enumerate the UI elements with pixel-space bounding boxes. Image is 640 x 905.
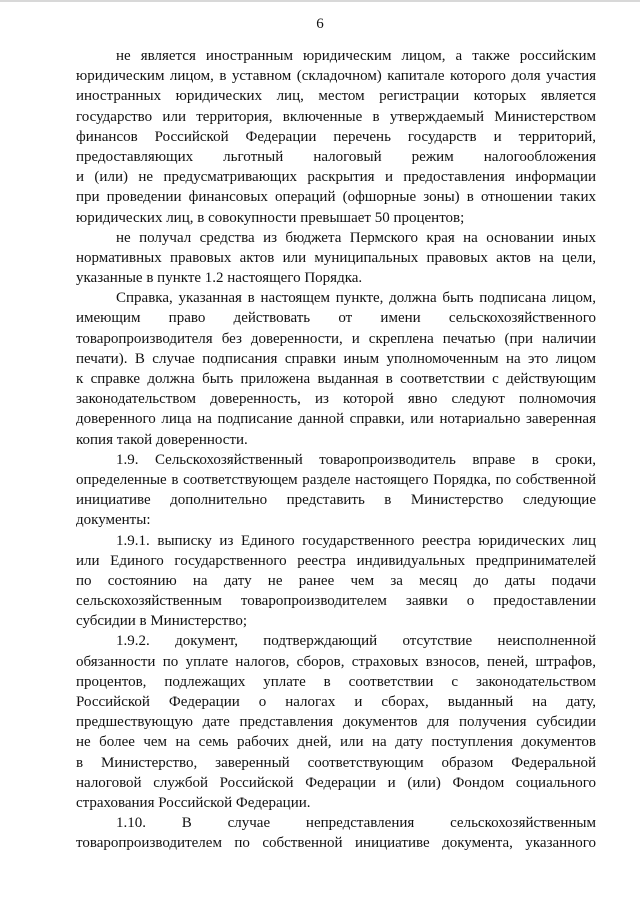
- text-line: налоговой службой Российской Федерации и (или) Фондом социального: [76, 774, 596, 791]
- page-number: 6: [316, 16, 324, 32]
- text-line: процентов, подлежащих уплате в соответствии с законодательством: [76, 673, 596, 690]
- text-line: указанные в пункте 1.2 настоящего Порядка.: [76, 270, 363, 287]
- text-line: печати). В случае подписания справки иным уполномоченным на это лицом: [76, 350, 596, 367]
- text-line: субсидии в Министерство;: [76, 613, 247, 630]
- text-line: законодательством доверенность, из которой явно следуют полномочия: [76, 391, 596, 408]
- text-line: 1.9.2. документ, подтверждающий отсутствие неисполненной: [116, 633, 596, 650]
- text-line: при проведении финансовых операций (офшорные зоны) в отношении таких: [76, 189, 596, 206]
- text-line: в Министерство, заверенный соответствующим образом Федеральной: [76, 754, 596, 771]
- text-line: доверенного лица на подписание данной справки, или нотариально заверенная: [76, 411, 596, 428]
- text-line: не является иностранным юридическим лицом, а также российским: [116, 48, 596, 64]
- text-line: Российской Федерации о налогах и сборах, выданный на дату,: [76, 694, 596, 710]
- text-line: предшествующую дате представления документов для получения субсидии: [76, 714, 596, 731]
- text-line: обязанности по уплате налогов, сборов, страховых взносов, пеней, штрафов,: [76, 653, 596, 670]
- text-line: и (или) не предусматривающих раскрытия и предоставления информации: [76, 169, 596, 186]
- text-line: не более чем на семь рабочих дней, или на дату поступления документов: [76, 734, 596, 751]
- text-line: юридическим лицом, в уставном (складочном) капитале которого доля участия: [76, 68, 596, 85]
- text-line: 1.10. В случае непредставления сельскохозяйственным: [116, 815, 596, 832]
- text-line: имеющим право действовать от имени сельскохозяйственного: [76, 310, 596, 327]
- scan-top-edge: [0, 0, 640, 2]
- text-line: не получал средства из бюджета Пермского края на основании иных: [116, 229, 596, 246]
- text-line: документы:: [76, 512, 151, 529]
- text-line: нормативных правовых актов или муниципальных правовых актов на цели,: [76, 249, 596, 266]
- text-line: товаропроизводителем по собственной инициативе документа, указанного: [76, 835, 596, 852]
- text-line: копия такой доверенности.: [76, 431, 248, 448]
- text-line: финансов Российской Федерации перечень государств и территорий,: [76, 128, 596, 145]
- text-line: Справка, указанная в настоящем пункте, должна быть подписана лицом,: [116, 290, 596, 307]
- text-line: государство или территория, включенные в утверждаемый Министерством: [76, 108, 596, 125]
- text-line: сельскохозяйственным товаропроизводителем заявки о предоставлении: [76, 593, 596, 610]
- text-line: 1.9.1. выписку из Единого государственного реестра юридических лиц: [116, 532, 596, 549]
- text-line: предоставляющих льготный налоговый режим налогообложения: [76, 148, 596, 165]
- text-line: инициативе дополнительно представить в Министерство следующие: [76, 492, 596, 509]
- text-line: страхования Российской Федерации.: [76, 794, 311, 811]
- text-line: или Единого государственного реестра индивидуальных предпринимателей: [76, 552, 596, 569]
- text-line: юридических лиц, в совокупности превышает 50 процентов;: [76, 209, 465, 226]
- document-body: [76, 46, 596, 854]
- text-line: товаропроизводителя без доверенности, и скреплена печатью (при наличии: [76, 330, 596, 347]
- text-line: по состоянию на дату не ранее чем за месяц до даты подачи: [76, 572, 596, 589]
- text-line: к справке должна быть приложена выданная в соответствии с действующим: [76, 371, 596, 387]
- text-line: 1.9. Сельскохозяйственный товаропроизводитель вправе в сроки,: [116, 451, 596, 468]
- text-line: иностранных юридических лиц, местом регистрации которых является: [76, 88, 596, 105]
- text-line: определенные в соответствующем разделе настоящего Порядка, по собственной: [76, 471, 596, 488]
